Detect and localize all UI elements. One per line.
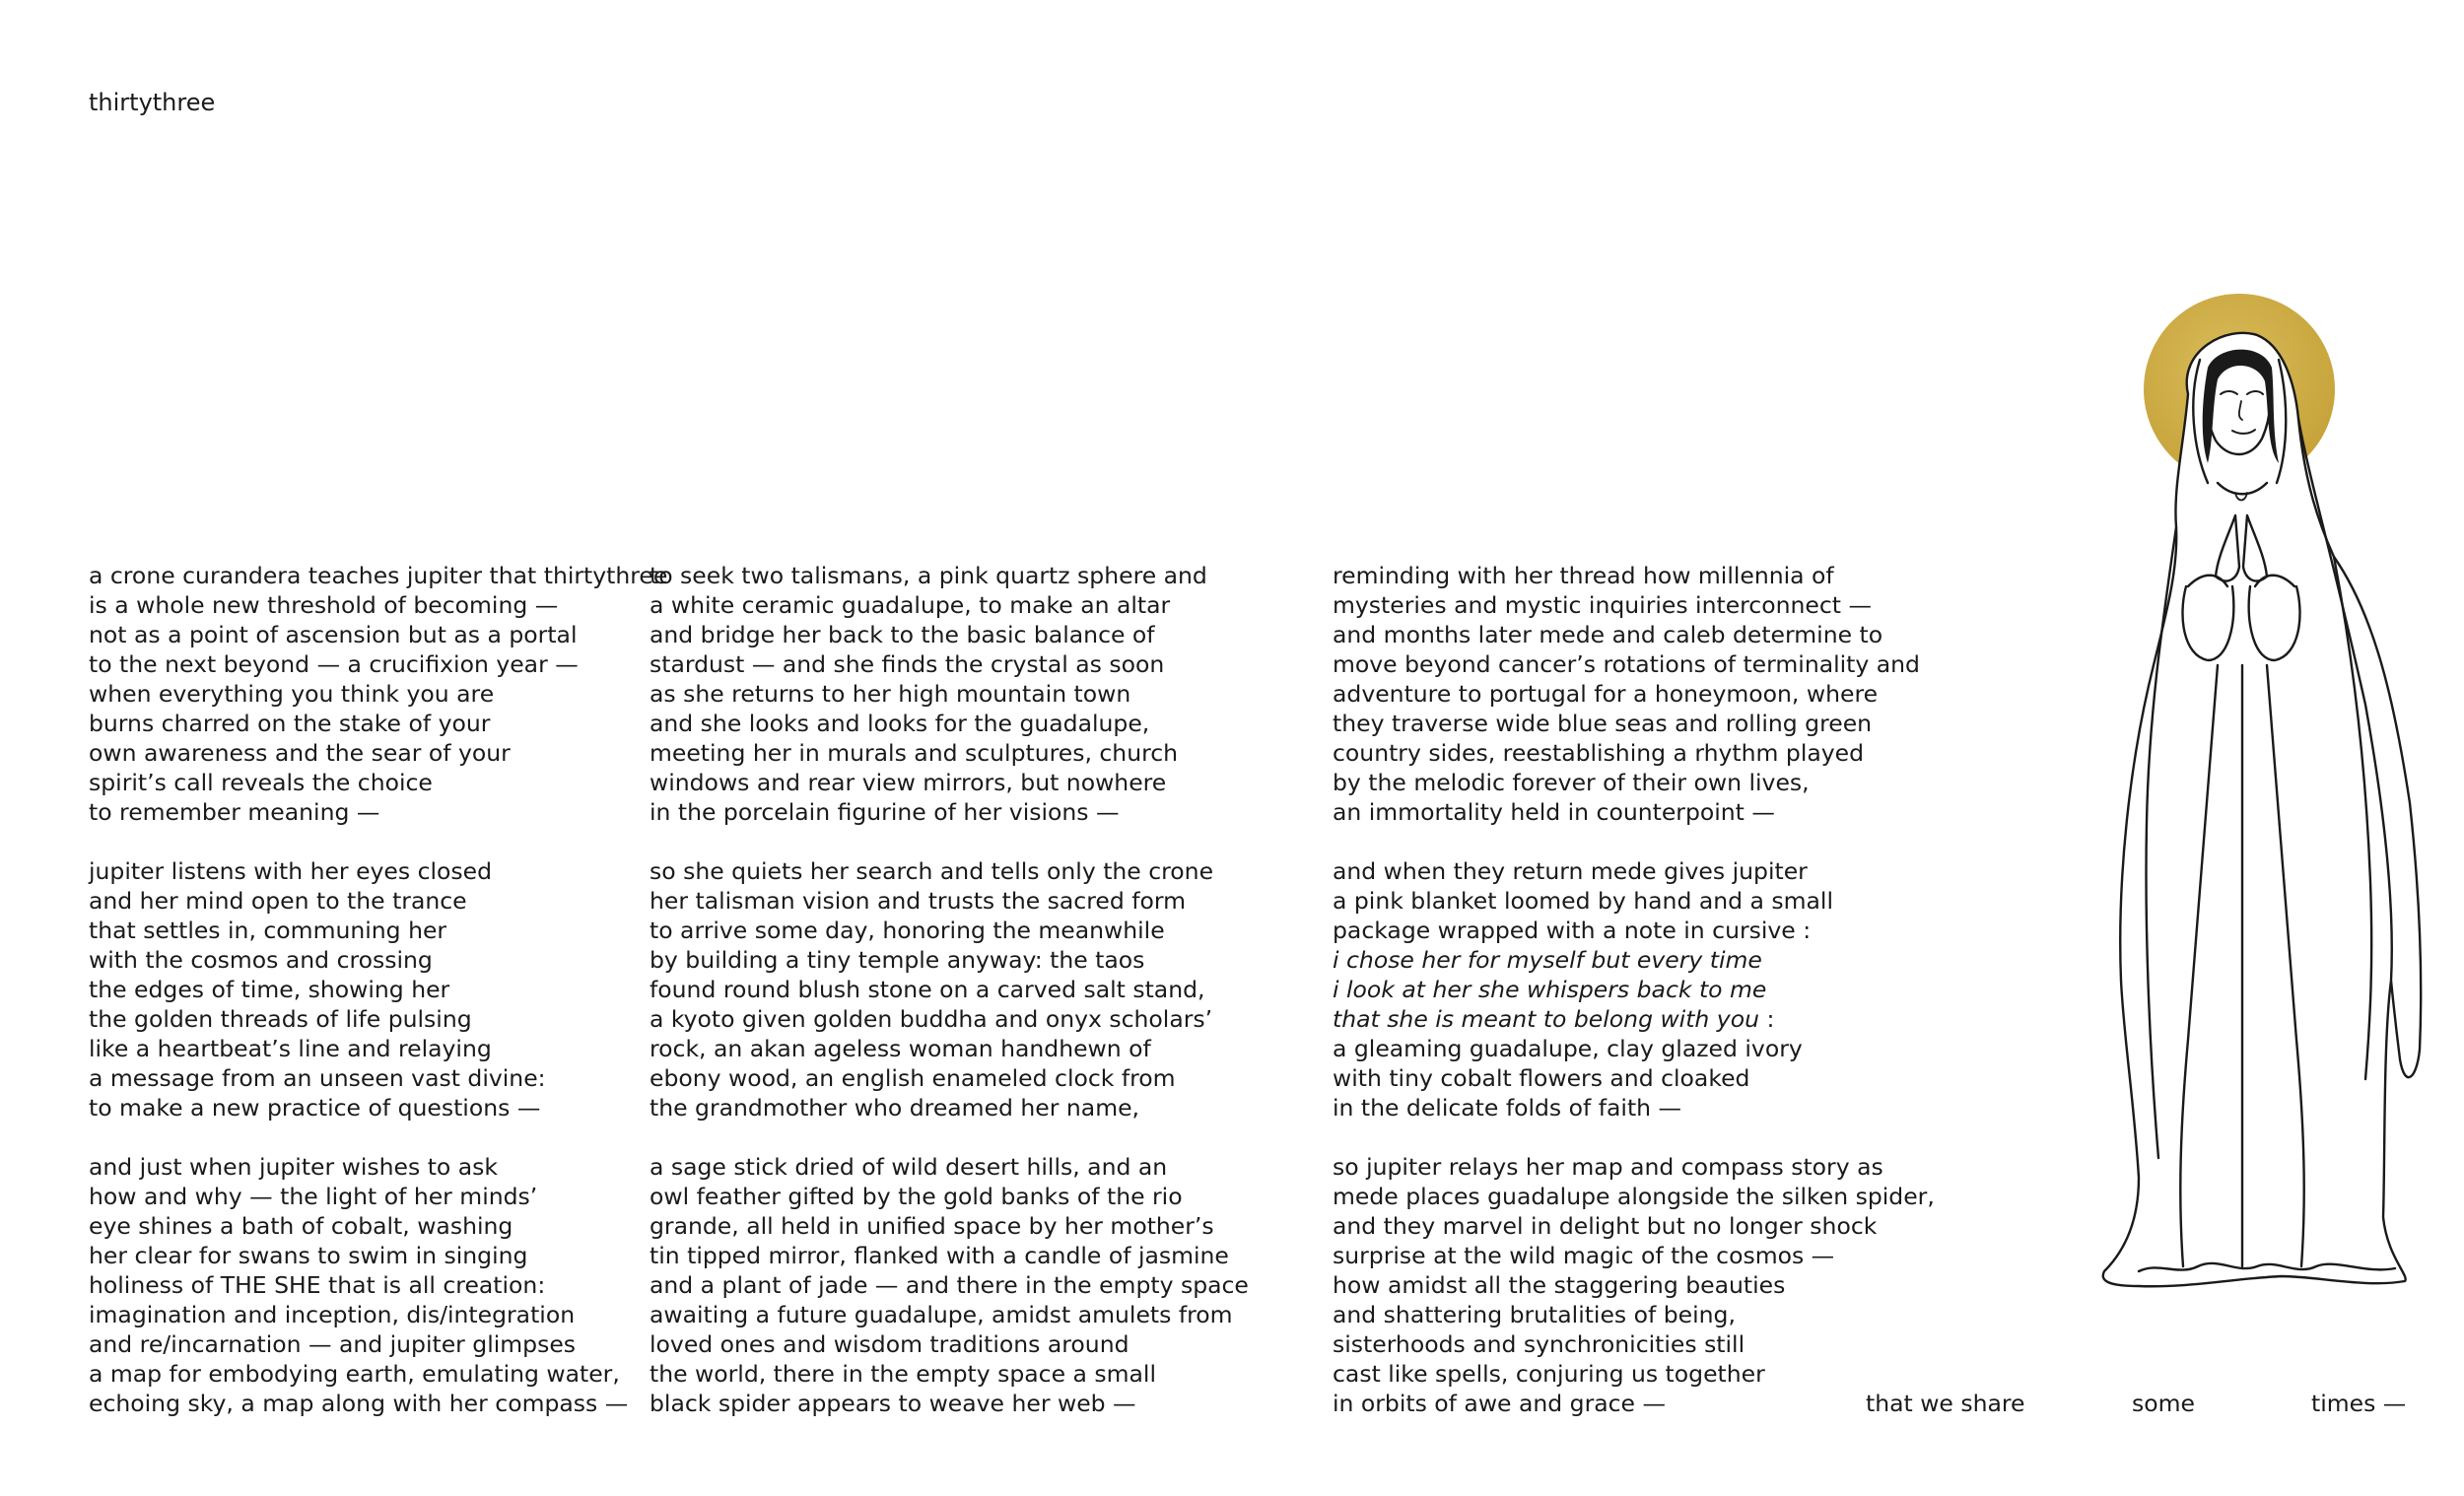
poem-line [650,856,1249,886]
poem-line-text: stardust — and she finds the crystal as soon [650,650,1165,678]
poem-line-text: a sage stick dried of wild desert hills, and an [650,1153,1168,1181]
poem-line [89,590,667,620]
poem-line [650,886,1249,916]
poem-line-text: a message from an unseen vast divine: [89,1064,546,1092]
poem-line [650,945,1249,975]
poem-line-text: package wrapped with a note in cursive : [1333,917,1812,944]
poem-line-text: a crone curandera teaches jupiter that thirtythree [89,562,668,589]
poem-line-text: to seek two talismans, a pink quartz sphere and [650,562,1207,589]
stanza [89,561,667,827]
poem-line-text: eye shines a bath of cobalt, washing [89,1212,513,1240]
poem-line-text: an immortality held in counterpoint — [1333,798,1775,826]
poem-line [650,1063,1249,1093]
poem-line [1333,886,1935,916]
poem-line [1333,916,1935,945]
poem-line-text: a pink blanket loomed by hand and a small [1333,887,1833,915]
closing-phrase-2: some [2132,1390,2195,1417]
poem-line [650,561,1249,590]
poem-line [650,1389,1249,1418]
poem-line-text: how amidst all the staggering beauties [1333,1271,1786,1299]
poem-line [89,916,667,945]
poem-line-text: by building a tiny temple anyway: the taos [650,946,1145,974]
poem-line-text: with the cosmos and crossing [89,946,433,974]
poem-line [1333,768,1935,797]
poem-line [650,1182,1249,1211]
poem-line-suffix: : [1758,1005,1775,1033]
poem-line [650,709,1249,738]
poem-line [1333,679,1935,709]
poem-line [89,1270,667,1300]
poem-line-text: the edges of time, showing her [89,976,450,1003]
poem-line-text: by the melodic forever of their own lives, [1333,769,1810,796]
poem-line-text: with tiny cobalt flowers and cloaked [1333,1064,1750,1092]
poem-line-text: to arrive some day, honoring the meanwhile [650,917,1165,944]
stanza [650,1152,1249,1418]
poem-line-text: jupiter listens with her eyes closed [89,857,493,885]
poem-line [650,797,1249,827]
closing-phrase-3: times — [2311,1390,2407,1417]
poem-line [1333,797,1935,827]
poem-line-text: to the next beyond — a crucifixion year — [89,650,579,678]
poem-line [650,916,1249,945]
poem-line-text: and just when jupiter wishes to ask [89,1153,499,1181]
poem-line-text: her clear for swans to swim in singing [89,1242,528,1269]
poem-line-text: move beyond cancer’s rotations of terminality and [1333,650,1920,678]
poem-line [89,886,667,916]
poem-line [650,1152,1249,1182]
poem-line-text: a kyoto given golden buddha and onyx scholars’ [650,1005,1213,1033]
poem-line-text: to make a new practice of questions — [89,1094,541,1122]
poem-line-text: in the delicate folds of faith — [1333,1094,1682,1122]
poem-line-text: grande, all held in unified space by her mother’s [650,1212,1214,1240]
poem-line-text: a gleaming guadalupe, clay glazed ivory [1333,1035,1803,1062]
poem-line-text: the golden threads of life pulsing [89,1005,472,1033]
poem-line-text: and she looks and looks for the guadalupe, [650,710,1150,737]
poem-line-text: like a heartbeat’s line and relaying [89,1035,492,1062]
poem-line [89,1211,667,1241]
poem-column-3 [1333,561,1935,1418]
poem-line [89,797,667,827]
poem-line-text: loved ones and wisdom traditions around [650,1330,1129,1358]
poem-line-text: when everything you think you are [89,680,495,708]
poem-line-text: i look at her she whispers back to me [1333,976,1767,1003]
poem-line [89,1389,667,1418]
poem-line [89,738,667,768]
poem-line [89,945,667,975]
poem-line [650,1270,1249,1300]
poem-line [650,1034,1249,1063]
poem-line [89,620,667,649]
stanza [650,856,1249,1122]
poem-line-text: that she is meant to belong with you [1333,1005,1759,1033]
poem-line [89,1300,667,1329]
poem-line-text: so she quiets her search and tells only the crone [650,857,1214,885]
poem-line [1333,649,1935,679]
poem-line [1333,1300,1935,1329]
poem-line [650,590,1249,620]
poem-line-text: i chose her for myself but every time [1333,946,1762,974]
poem-line-text: cast like spells, conjuring us together [1333,1360,1765,1388]
poem-line [1333,1093,1935,1122]
poem-line-text: and a plant of jade — and there in the empty space [650,1271,1249,1299]
poem-line-text: and bridge her back to the basic balance of [650,621,1155,648]
poem-line-text: reminding with her thread how millennia of [1333,562,1834,589]
poem-line-text: ebony wood, an english enameled clock from [650,1064,1176,1092]
poem-line [650,1329,1249,1359]
poem-line [1333,1034,1935,1063]
poem-line [89,1063,667,1093]
poem-line-text: and they marvel in delight but no longer shock [1333,1212,1878,1240]
poem-line [89,1034,667,1063]
poem-line [1333,1004,1935,1034]
poem-line-text: the grandmother who dreamed her name, [650,1094,1140,1122]
poem-line [1333,620,1935,649]
poem-line [650,620,1249,649]
poem-line-text: as she returns to her high mountain town [650,680,1131,708]
poem-line [89,856,667,886]
poem-line [650,649,1249,679]
poem-line-text: windows and rear view mirrors, but nowhere [650,769,1167,796]
poem-line [89,649,667,679]
poem-line [650,679,1249,709]
poem-line [1333,738,1935,768]
poem-line [89,1093,667,1122]
poem-line [1333,1359,1935,1389]
poem-line-text: country sides, reestablishing a rhythm played [1333,739,1865,767]
stanza [1333,856,1935,1122]
poem-line-text: a map for embodying earth, emulating water, [89,1360,620,1388]
poem-line [89,975,667,1004]
poem-line-text: mysteries and mystic inquiries interconnect — [1333,591,1872,619]
poem-line [1333,1211,1935,1241]
figure-outline-icon [2103,333,2421,1286]
poem-line [1333,590,1935,620]
poem-line-text: in the porcelain figurine of her visions — [650,798,1120,826]
poem-line [1333,1270,1935,1300]
poem-line [650,768,1249,797]
poem-line [650,1093,1249,1122]
stanza [650,561,1249,827]
closing-phrase-1: that we share [1866,1390,2025,1417]
poem-line [650,975,1249,1004]
poem-line [89,1359,667,1389]
poem-column-2 [650,561,1249,1418]
poem-line [1333,975,1935,1004]
poem-line [89,679,667,709]
page-title: thirtythree [89,89,216,116]
poem-line-text: in orbits of awe and grace — [1333,1390,1666,1417]
poem-line [89,1182,667,1211]
poem-line-text: not as a point of ascension but as a portal [89,621,578,648]
poem-line [650,1211,1249,1241]
poem-line-text: a white ceramic guadalupe, to make an altar [650,591,1171,619]
poem-line-text: imagination and inception, dis/integration [89,1301,576,1328]
poem-line [1333,1241,1935,1270]
poem-line-text: mede places guadalupe alongside the silken spider, [1333,1183,1935,1210]
poem-line [1333,856,1935,886]
poem-line-text: owl feather gifted by the gold banks of the rio [650,1183,1183,1210]
poem-line [1333,1182,1935,1211]
poem-line-text: and months later mede and caleb determine to [1333,621,1883,648]
poem-column-1 [89,561,667,1418]
poem-line-text: found round blush stone on a carved salt stand, [650,976,1205,1003]
stanza [89,856,667,1122]
poem-line [650,738,1249,768]
poem-line [650,1004,1249,1034]
poem-line-text: awaiting a future guadalupe, amidst amulets from [650,1301,1233,1328]
stanza [89,1152,667,1418]
poem-line [1333,1389,1935,1418]
poem-line-text: to remember meaning — [89,798,380,826]
poem-line-text: and shattering brutalities of being, [1333,1301,1736,1328]
poem-line-text: the world, there in the empty space a small [650,1360,1156,1388]
poem-line-text: tin tipped mirror, flanked with a candle of jasmine [650,1242,1229,1269]
poem-line [650,1300,1249,1329]
poem-line [89,1329,667,1359]
poem-line [1333,945,1935,975]
poem-line [1333,1063,1935,1093]
poem-line-text: surprise at the wild magic of the cosmos — [1333,1242,1835,1269]
poem-line-text: rock, an akan ageless woman handhewn of [650,1035,1151,1062]
poem-line-text: her talisman vision and trusts the sacred form [650,887,1187,915]
poem-line [1333,1329,1935,1359]
guadalupe-figure-icon [2070,291,2425,1296]
poem-line-text: spirit’s call reveals the choice [89,769,433,796]
poem-line [650,1241,1249,1270]
poem-line-text: black spider appears to weave her web — [650,1390,1136,1417]
poem-line [1333,561,1935,590]
poem-line-text: adventure to portugal for a honeymoon, where [1333,680,1879,708]
poem-line-text: echoing sky, a map along with her compass — [89,1390,629,1417]
poem-line-text: is a whole new threshold of becoming — [89,591,559,619]
stanza [1333,1152,1935,1418]
poem-line-text: that settles in, communing her [89,917,447,944]
poem-line-text: how and why — the light of her minds’ [89,1183,538,1210]
poem-line-text: and when they return mede gives jupiter [1333,857,1808,885]
poem-line [89,1004,667,1034]
poem-line-text: so jupiter relays her map and compass story as [1333,1153,1883,1181]
poem-line-text: they traverse wide blue seas and rolling green [1333,710,1873,737]
poem-line [1333,709,1935,738]
stanza [1333,561,1935,827]
poem-line-text: and her mind open to the trance [89,887,467,915]
poem-line-text: and re/incarnation — and jupiter glimpses [89,1330,577,1358]
poem-line-text: meeting her in murals and sculptures, church [650,739,1179,767]
poem-line [89,561,667,590]
poem-line-text: burns charred on the stake of your [89,710,491,737]
poem-line-text: own awareness and the sear of your [89,739,511,767]
poem-line-text: sisterhoods and synchronicities still [1333,1330,1745,1358]
poem-line [89,1241,667,1270]
poem-line [89,1152,667,1182]
poem-line [650,1359,1249,1389]
poem-line [89,709,667,738]
poem-line [89,768,667,797]
poem-line-text: holiness of THE SHE that is all creation: [89,1271,546,1299]
poem-line [1333,1152,1935,1182]
